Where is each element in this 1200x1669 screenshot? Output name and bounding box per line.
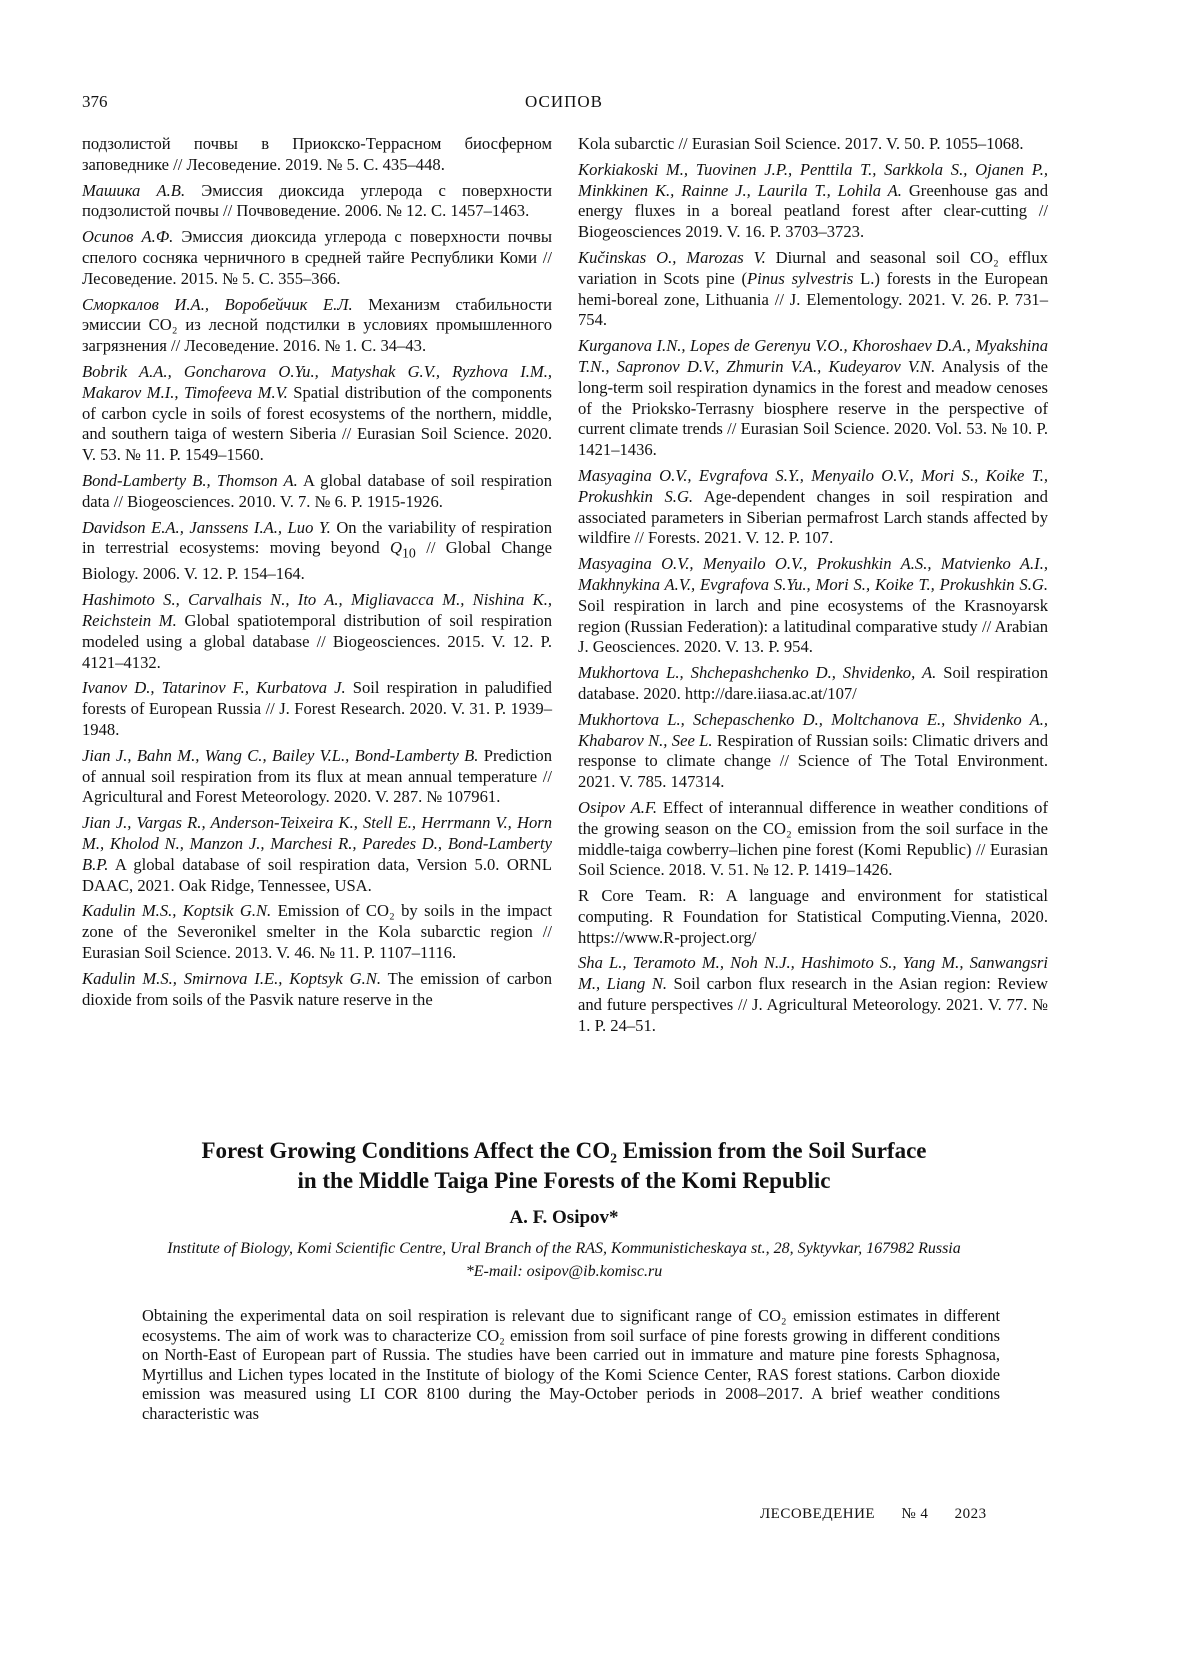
title-line-1: Forest Growing Conditions Affect the CO₂ Emission from the Soil Surface — [0, 1136, 1128, 1166]
reference-text: Diurnal and seasonal soil CO₂ efflux variation in Scots pine ( — [578, 248, 1048, 288]
reference-authors: Mukhortova L., Shchepashchenko D., Shvidenko, A. — [578, 663, 936, 682]
reference-item — [82, 901, 552, 963]
reference-item — [578, 134, 1048, 155]
reference-authors: Kučinskas O., Marozas V. — [578, 248, 766, 267]
affiliation-block — [0, 1237, 1128, 1283]
reference-item — [82, 471, 552, 513]
reference-item — [82, 362, 552, 466]
reference-authors: Bond-Lamberty B., Thomson A. — [82, 471, 298, 490]
q10-symbol: Q — [390, 538, 402, 557]
reference-item — [578, 663, 1048, 705]
reference-authors: Hashimoto S., Carvalhais N., Ito A., Migliavacca M., Nishina K., Reichstein M. — [82, 590, 552, 630]
reference-item — [578, 710, 1048, 793]
reference-text-continued: // Global Change Biology. 2006. V. 12. P. 154–164. — [82, 538, 552, 583]
reference-text: Kola subarctic // Eurasian Soil Science. 2017. V. 50. P. 1055–1068. — [578, 134, 1024, 153]
reference-item — [82, 295, 552, 357]
abstract: Obtaining the experimental data on soil respiration is relevant due to significant range of CO₂ emission estimates in different ecosystems. The aim of work was to characterize CO₂ emission from soil surface of pine forests growing in different conditions on North-East of European part of Russia. The studies have been carried out in immature and mature pine forests Sphagnosa, Myrtillus and Lichen types located in the Institute of biology of the Komi Science Center, RAS forest stations. Carbon dioxide emission was measured using LI COR 8100 during the May-October periods in 2008–2017. A brief weather conditions characteristic was — [142, 1306, 1000, 1424]
reference-authors: Korkiakoski M., Tuovinen J.P., Penttila T., Sarkkola S., Ojanen P., Minkkinen K., Rainne J., Laurila T., Lohila A. — [578, 160, 1048, 200]
reference-authors: Jian J., Bahn M., Wang C., Bailey V.L., Bond-Lamberty B. — [82, 746, 478, 765]
reference-item — [578, 248, 1048, 331]
reference-authors: Bobrik A.A., Goncharova O.Yu., Matyshak G.V., Ryzhova I.M., Makarov M.I., Timofeeva M.V. — [82, 362, 552, 402]
reference-text: подзолистой почвы в Приокско-Террасном биосферном заповеднике // Лесоведение. 2019. № 5. С. 435–448. — [82, 134, 552, 174]
reference-text: Soil respiration in larch and pine ecosystems of the Krasnoyarsk region (Russian Federation): a latitudinal comparative study // Arabian J. Geosciences. 2020. V. 13. P. 954. — [578, 596, 1048, 657]
references-left-column — [82, 134, 552, 1015]
reference-text: Prediction of annual soil respiration from its flux at mean annual temperature // Agricultural and Forest Meteorology. 2020. V. 287. № 107961. — [82, 746, 552, 807]
reference-item — [82, 590, 552, 673]
reference-item — [578, 554, 1048, 658]
running-title: ОСИПОВ — [82, 92, 1046, 112]
reference-authors: Mukhortova L., Schepaschenko D., Moltchanova E., Shvidenko A., Khabarov N., See L. — [578, 710, 1048, 750]
reference-item — [82, 746, 552, 808]
reference-item — [82, 678, 552, 740]
reference-text: A global database of soil respiration data // Biogeosciences. 2010. V. 7. № 6. P. 1915-1926. — [82, 471, 552, 511]
journal-name: ЛЕСОВЕДЕНИЕ — [760, 1506, 875, 1522]
reference-text-continued: L.) forests in the European hemi-boreal zone, Lithuania // J. Elementology. 2021. V. 26. P. 731–754. — [578, 269, 1048, 330]
reference-item — [578, 798, 1048, 881]
reference-authors: Ivanov D., Tatarinov F., Kurbatova J. — [82, 678, 346, 697]
author-email: *E-mail: osipov@ib.komisc.ru — [0, 1260, 1128, 1283]
page-footer — [760, 1506, 987, 1523]
reference-item — [82, 518, 552, 586]
article-title — [0, 1136, 1128, 1196]
reference-authors: Машика А.В. — [82, 181, 185, 200]
reference-authors: Kurganova I.N., Lopes de Gerenyu V.O., Khoroshaev D.A., Myakshina T.N., Sapronov D.V., Zhmurin V.A., Kudeyarov V.N. — [578, 336, 1048, 376]
reference-authors: Masyagina O.V., Menyailo O.V., Prokushkin A.S., Matvienko A.I., Makhnykina A.V., Evgrafova S.Yu., Mori S., Koike T., Prokushkin S.G. — [578, 554, 1048, 594]
reference-item — [82, 181, 552, 223]
journal-issue: № 4 — [901, 1506, 928, 1522]
reference-text: A global database of soil respiration data, Version 5.0. ORNL DAAC, 2021. Oak Ridge, Tennessee, USA. — [82, 855, 552, 895]
reference-item — [82, 227, 552, 289]
reference-authors: Осипов А.Ф. — [82, 227, 173, 246]
reference-text: Soil respiration in paludified forests of European Russia // J. Forest Research. 2020. V. 31. P. 1939–1948. — [82, 678, 552, 739]
reference-authors: Kadulin M.S., Smirnova I.E., Koptsyk G.N. — [82, 969, 381, 988]
reference-text: The emission of carbon dioxide from soils of the Pasvik nature reserve in the — [82, 969, 552, 1009]
reference-text: Soil carbon flux research in the Asian region: Review and future perspectives // J. Agricultural Meteorology. 2021. V. 77. № 1. P. 24–51. — [578, 974, 1048, 1035]
reference-text: Global spatiotemporal distribution of soil respiration modeled using a global database // Biogeosciences. 2015. V. 12. P. 4121–4132. — [82, 611, 552, 672]
reference-authors: Sha L., Teramoto M., Noh N.J., Hashimoto S., Yang M., Sanwangsri M., Liang N. — [578, 953, 1048, 993]
reference-authors: Masyagina O.V., Evgrafova S.Y., Menyailo O.V., Mori S., Koike T., Prokushkin S.G. — [578, 466, 1048, 506]
reference-authors: Сморкалов И.А., Воробейчик Е.Л. — [82, 295, 353, 314]
page-number: 376 — [82, 92, 108, 112]
reference-item — [578, 336, 1048, 461]
reference-item — [578, 160, 1048, 243]
reference-item — [82, 969, 552, 1011]
reference-text: Spatial distribution of the components of carbon cycle in soils of forest ecosystems of the northern, middle, and southern taiga of western Siberia // Eurasian Soil Science. 2020. V. 53. № 11. P. 1549–1560. — [82, 383, 552, 464]
reference-text: Эмиссия диоксида углерода с поверхности почвы спелого сосняка черничного в средней тайге Республики Коми // Лесоведение. 2015. № 5. С. 355–366. — [82, 227, 552, 288]
affiliation: Institute of Biology, Komi Scientific Centre, Ural Branch of the RAS, Kommunisticheskaya st., 28, Syktyvkar, 167982 Russia — [0, 1237, 1128, 1260]
title-line-2: in the Middle Taiga Pine Forests of the Komi Republic — [0, 1166, 1128, 1196]
reference-item — [578, 953, 1048, 1036]
reference-text: Soil respiration database. 2020. http://dare.iiasa.ac.at/107/ — [578, 663, 1048, 703]
reference-text: Greenhouse gas and energy fluxes in a boreal peatland forest after clear-cutting // Biogeosciences 2019. V. 16. P. 3703–3723. — [578, 181, 1048, 242]
reference-text: Respiration of Russian soils: Climatic drivers and response to climate change // Science of The Total Environment. 2021. V. 785. 147314. — [578, 731, 1048, 792]
reference-item — [578, 886, 1048, 948]
reference-text: Emission of CO₂ by soils in the impact zone of the Severonikel smelter in the Kola subarctic region // Eurasian Soil Science. 2013. V. 46. № 11. P. 1107–1116. — [82, 901, 552, 962]
reference-text: Effect of interannual difference in weather conditions of the growing season on the CO₂ emission from the soil surface in the middle-taiga cowberry–lichen pine forest (Komi Republic) // Eurasian Soil Science. 2018. V. 51. № 12. P. 1419–1426. — [578, 798, 1048, 879]
reference-text: On the variability of respiration in terrestrial ecosystems: moving beyond — [82, 518, 552, 558]
reference-item — [578, 466, 1048, 549]
reference-text: Эмиссия диоксида углерода с поверхности подзолистой почвы // Почвоведение. 2006. № 12. С. 1457–1463. — [82, 181, 552, 221]
reference-item — [82, 134, 552, 176]
reference-authors: Osipov A.F. — [578, 798, 657, 817]
reference-item — [82, 813, 552, 896]
references-right-column — [578, 134, 1048, 1042]
journal-year: 2023 — [955, 1506, 987, 1522]
reference-text: Analysis of the long-term soil respiration dynamics in the forest and meadow cenoses of the Prioksko-Terrasny biosphere reserve in the perspective of current climate trends // Eurasian Soil Science. 2020. Vol. 53. № 10. P. 1421–1436. — [578, 357, 1048, 459]
reference-authors: Kadulin M.S., Koptsik G.N. — [82, 901, 271, 920]
article-author: A. F. Osipov* — [0, 1207, 1128, 1229]
reference-text: R Core Team. R: A language and environment for statistical computing. R Foundation for Statistical Computing.Vienna, 2020. https://www.R-project.org/ — [578, 886, 1048, 947]
species-name: Pinus sylvestris — [747, 269, 853, 288]
reference-authors: Davidson E.A., Janssens I.A., Luo Y. — [82, 518, 331, 537]
q10-subscript: 10 — [402, 546, 416, 561]
reference-text: Age-dependent changes in soil respiration and associated parameters in Siberian permafrost Larch stands affected by wildfire // Forests. 2021. V. 12. P. 107. — [578, 487, 1048, 548]
reference-text: Механизм стабильности эмиссии CO₂ из лесной подстилки в условиях промышленного загрязнения // Лесоведение. 2016. № 1. С. 34–43. — [82, 295, 552, 356]
reference-authors: Jian J., Vargas R., Anderson-Teixeira K., Stell E., Herrmann V., Horn M., Kholod N., Manzon J., Marchesi R., Paredes D., Bond-Lamberty B.P. — [82, 813, 552, 874]
